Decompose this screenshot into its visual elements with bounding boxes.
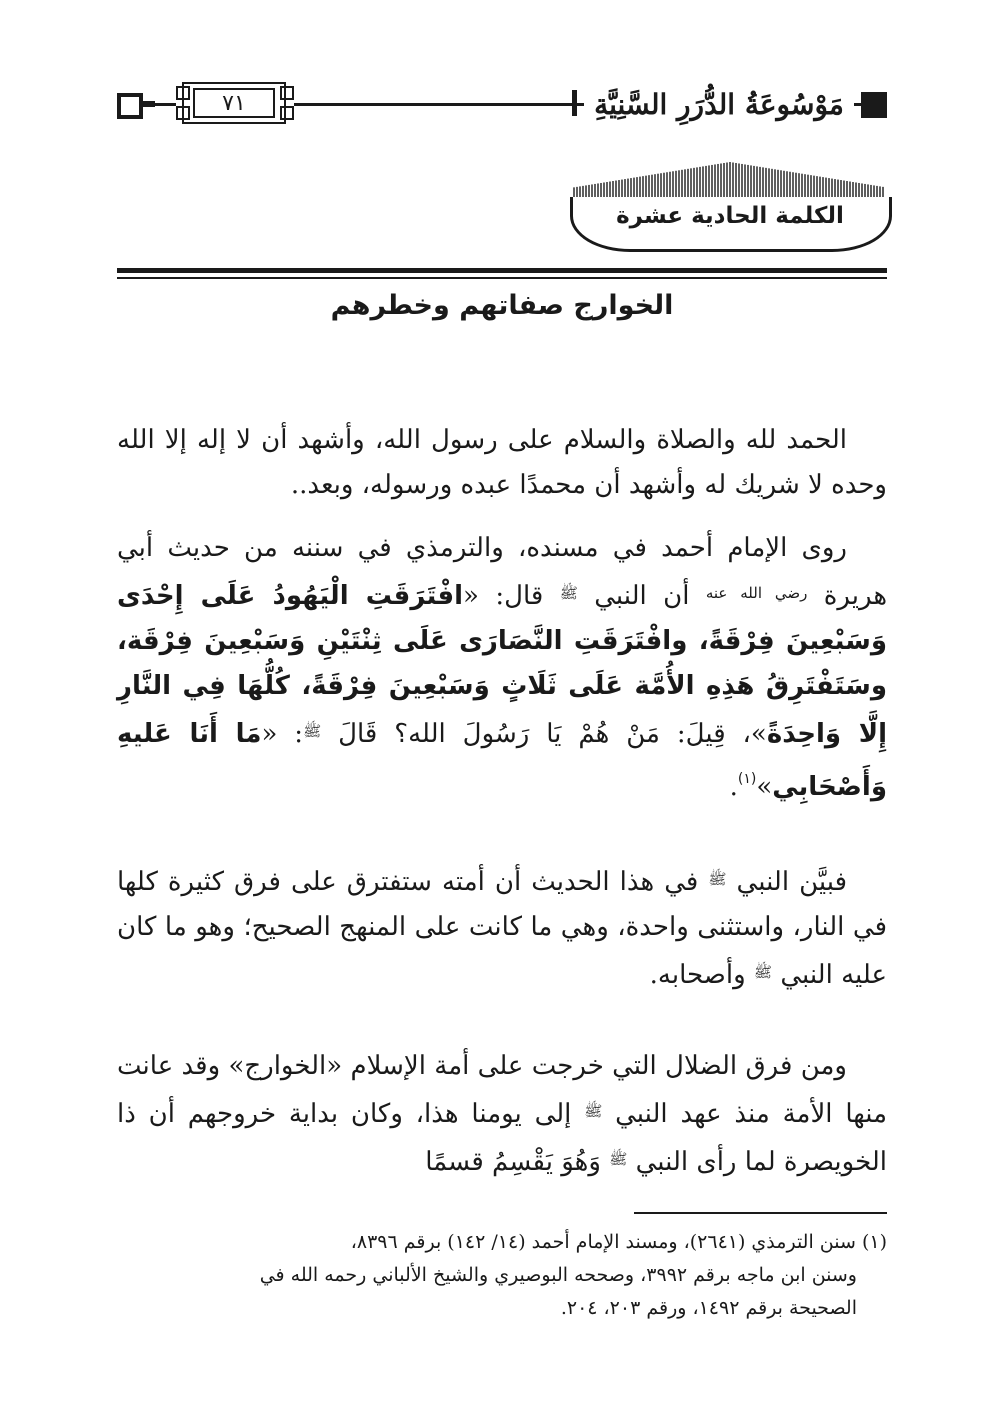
hadith-answer: مَا أَنَا عَليهِ وَأَصْحَابِي: [117, 719, 887, 802]
prophet-honorific: ﷺ: [584, 1102, 603, 1120]
series-title-bar: [572, 90, 577, 116]
series-title: مَوْسُوعَةُ الدُّرَرِ السَّنِيَّةِ: [584, 84, 854, 124]
paragraph-text: وَهُوَ يَقْسِمُ قسمًا: [425, 1147, 601, 1177]
prophet-honorific: ﷺ: [708, 870, 727, 888]
article-title: الخوارج صفاتهم وخطرهم: [330, 290, 674, 321]
page-number-frame: [176, 82, 294, 126]
filled-square-ornament-icon: [861, 92, 887, 118]
paragraph-explanation: [117, 857, 887, 998]
prophet-honorific: ﷺ: [609, 1150, 628, 1168]
paragraph-text: »، قِيلَ: مَنْ هُمْ يَا رَسُولَ الله؟ قَالَ: [338, 719, 767, 749]
paragraph-text: الحمد لله والصلاة والسلام على رسول الله، وأشهد أن لا إله إلا الله وحده لا شريك له وأشهد أن محمدًا عبده ورسوله، وبعد..: [117, 425, 887, 500]
paragraph-text: فبيَّن النبي: [736, 867, 847, 897]
paragraph-text: : «: [261, 719, 304, 749]
companion-honorific: رضي الله عنه: [705, 584, 808, 602]
ornament-link: [143, 101, 155, 107]
paragraph-text: أن النبي: [594, 581, 690, 611]
prophet-honorific: ﷺ: [753, 963, 773, 981]
footnote-ref[interactable]: (١): [737, 771, 757, 787]
paragraph-text: روى الإمام أحمد في مسنده، والترمذي في سننه من حديث أبي هريرة: [117, 533, 888, 611]
hadith-text: افْتَرَقَتِ الْيَهُودُ عَلَى إِحْدَى وَسَبْعِينَ فِرْقَةً، وافْتَرَقَتِ النَّصَارَى عَلَى ثِنْتَيْنِ وَسَبْعِينَ فِرْقَة، وسَتَفْتَرِقُ هَذِهِ الأُمَّة عَلَى ثَلَاثٍ وَسَبْعِينَ فِرْقَةً، كُلُّهَا فِي النَّارِ إِلَّا وَاحِدَةً: [117, 581, 887, 749]
footnote-line: الصحيحة برقم ١٤٩٢، ورقم ٢٠٣، ٢٠٤.: [560, 1297, 857, 1319]
paragraph-khawarij: [117, 1044, 887, 1185]
title-rule-thick: [117, 268, 887, 273]
footnote: [117, 1226, 887, 1325]
chapter-label: الكلمة الحادية عشرة: [616, 203, 844, 229]
paragraph-text: إلى يومنا هذا، وكان بداية خروجهم أن ذا الخويصرة لما رأى النبي: [117, 1099, 887, 1177]
paragraph-text: »: [756, 772, 773, 802]
paragraph-intro: [117, 418, 887, 508]
square-ornament-icon: [117, 93, 143, 119]
paragraph-text: ومن فرق الضلال التي خرجت على أمة الإسلام «الخوارج» وقد عانت منها الأمة منذ عهد النبي: [117, 1051, 887, 1129]
chapter-badge: [570, 155, 890, 255]
paragraph-text: .: [729, 772, 738, 802]
paragraph-hadith: [117, 526, 887, 810]
prophet-honorific: ﷺ: [559, 584, 578, 602]
footnote-rule: [634, 1212, 887, 1214]
paragraph-text: في هذا الحديث أن أمته ستفترق على فرق كثيرة كلها في النار، واستثنى واحدة، وهي ما كانت على المنهج الصحيح؛ وهو ما كان عليه النبي: [117, 867, 887, 990]
footnote-line: (١) سنن الترمذي (٢٦٤١)، ومسند الإمام أحمد (١٤/ ١٤٢) برقم ٨٣٩٦،: [350, 1231, 887, 1253]
prophet-honorific: ﷺ: [303, 722, 322, 740]
footnote-line: وسنن ابن ماجه برقم ٣٩٩٢، وصححه البوصيري والشيخ الألباني رحمه الله في: [259, 1264, 857, 1286]
page-number: ٧١: [193, 88, 275, 118]
paragraph-text: وأصحابه.: [649, 960, 746, 990]
title-rule-thin: [117, 277, 887, 279]
paragraph-text: قال: «: [463, 581, 544, 611]
